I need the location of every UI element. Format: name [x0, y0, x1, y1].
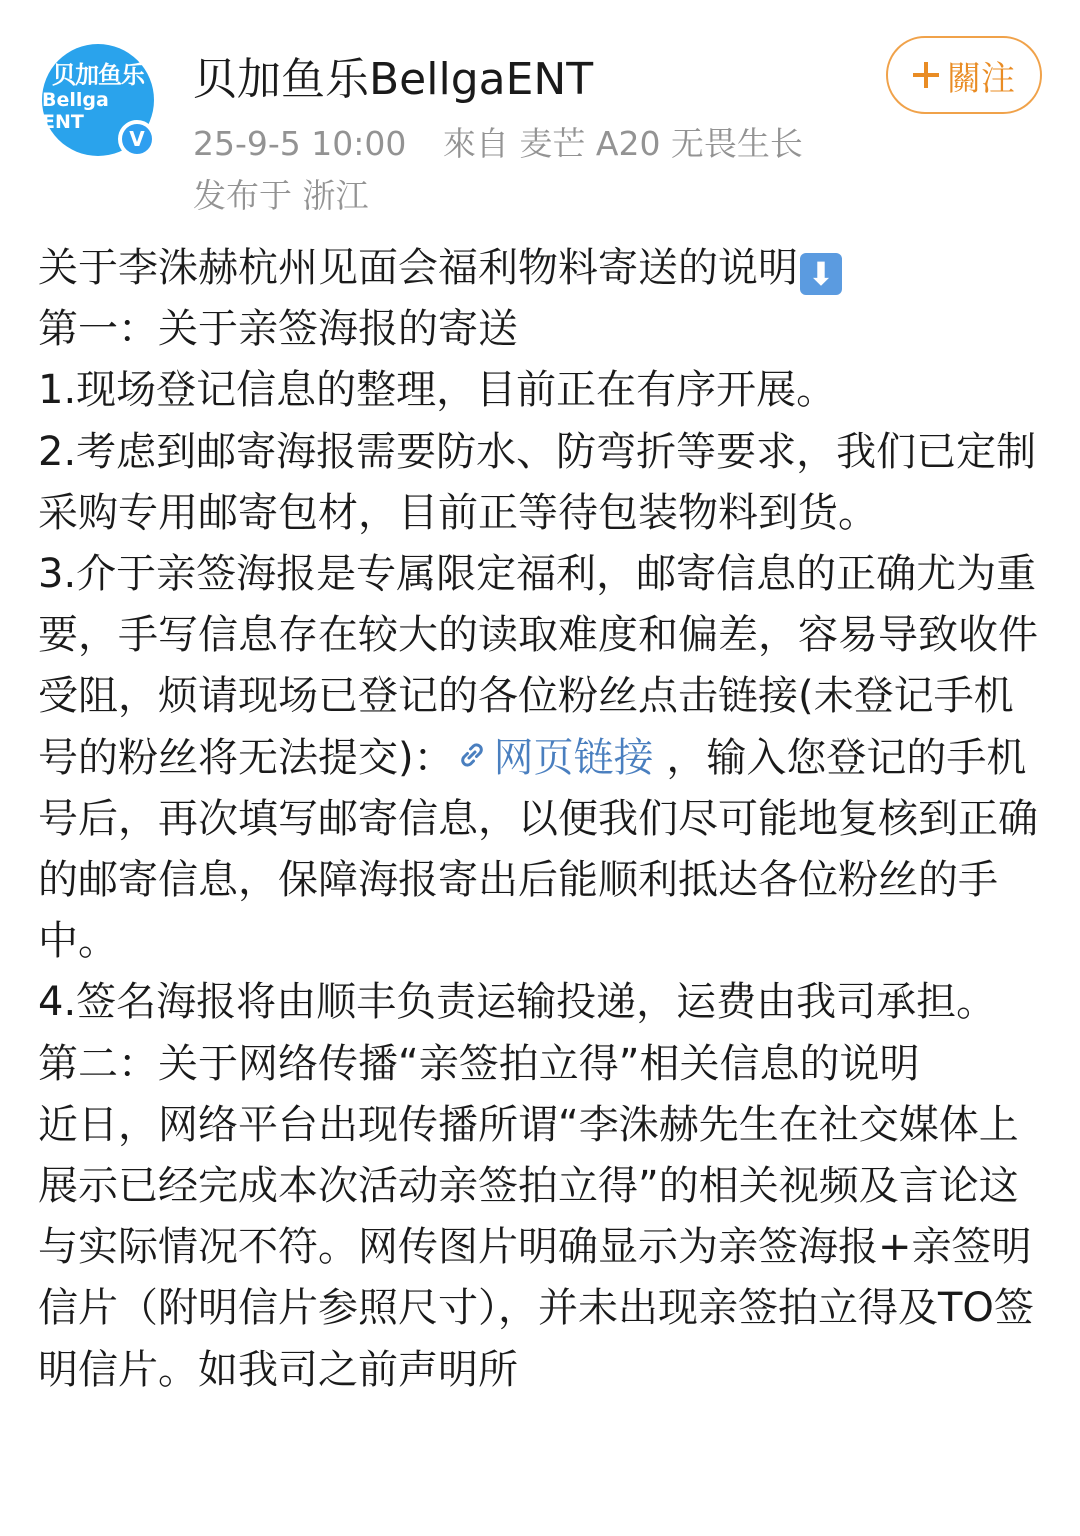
section1-heading: 第一：关于亲签海报的寄送	[38, 306, 518, 353]
follow-button-label: 關注	[947, 58, 1015, 99]
list-item	[38, 544, 1048, 972]
post-body	[38, 238, 1048, 1401]
post-source: 來自 麦芒 A20 无畏生长	[442, 124, 803, 163]
post-timestamp: 25-9-5 10:00	[193, 124, 407, 163]
avatar-logo-subtext: Bellga ENT	[42, 89, 109, 133]
section2-paragraph: 近日，网络平台出现传播所谓“李洙赫先生在社交媒体上展示已经完成本次活动亲签拍立得”的相关视频及言论这与实际情况不符。网传图片明确显示为亲签海报+亲签明信片（附明信片参照尺寸），并未出现亲签拍立得及TO签明信片。如我司之前声明所	[38, 1101, 1034, 1393]
plus-icon	[913, 62, 939, 88]
web-link[interactable]	[454, 735, 654, 781]
verified-badge-icon: V	[118, 120, 156, 158]
web-link-label: 网页链接	[493, 734, 654, 781]
item3-text-continued: ，输入您登记的手机号后，再次填写邮寄信息，以便我们尽可能地复核到正确的邮寄信息，保障海报寄出后能顺利抵达各位粉丝的手中。	[38, 734, 1038, 965]
post-title-line	[38, 238, 1048, 299]
avatar-logo-text: 贝加鱼乐	[52, 61, 144, 89]
username[interactable]: 贝加鱼乐BellgaENT	[193, 54, 594, 105]
link-icon	[454, 737, 490, 773]
down-arrow-icon: ⬇	[800, 253, 842, 295]
post-meta	[193, 122, 803, 166]
item3-text: 3.介于亲签海报是专属限定福利，邮寄信息的正确尤为重要，手写信息存在较大的读取难度和偏差，容易导致收件受阻，烦请现场已登记的各位粉丝点击链接(未登记手机号的粉丝将无法提交)：	[38, 551, 1038, 781]
list-item: 2.考虑到邮寄海报需要防水、防弯折等要求，我们已定制采购专用邮寄包材，目前正等待包装物料到货。	[38, 428, 1037, 536]
section2-heading: 第二：关于网络传播“亲签拍立得”相关信息的说明	[38, 1040, 920, 1087]
list-item: 4.签名海报将由顺丰负责运输投递，运费由我司承担。	[38, 979, 997, 1026]
post-header	[0, 0, 1080, 230]
post-location: 发布于 浙江	[193, 176, 369, 215]
post-title: 关于李洙赫杭州见面会福利物料寄送的说明	[38, 245, 798, 291]
list-item: 1.现场登记信息的整理，目前正在有序开展。	[38, 367, 837, 414]
follow-button[interactable]	[886, 36, 1042, 114]
